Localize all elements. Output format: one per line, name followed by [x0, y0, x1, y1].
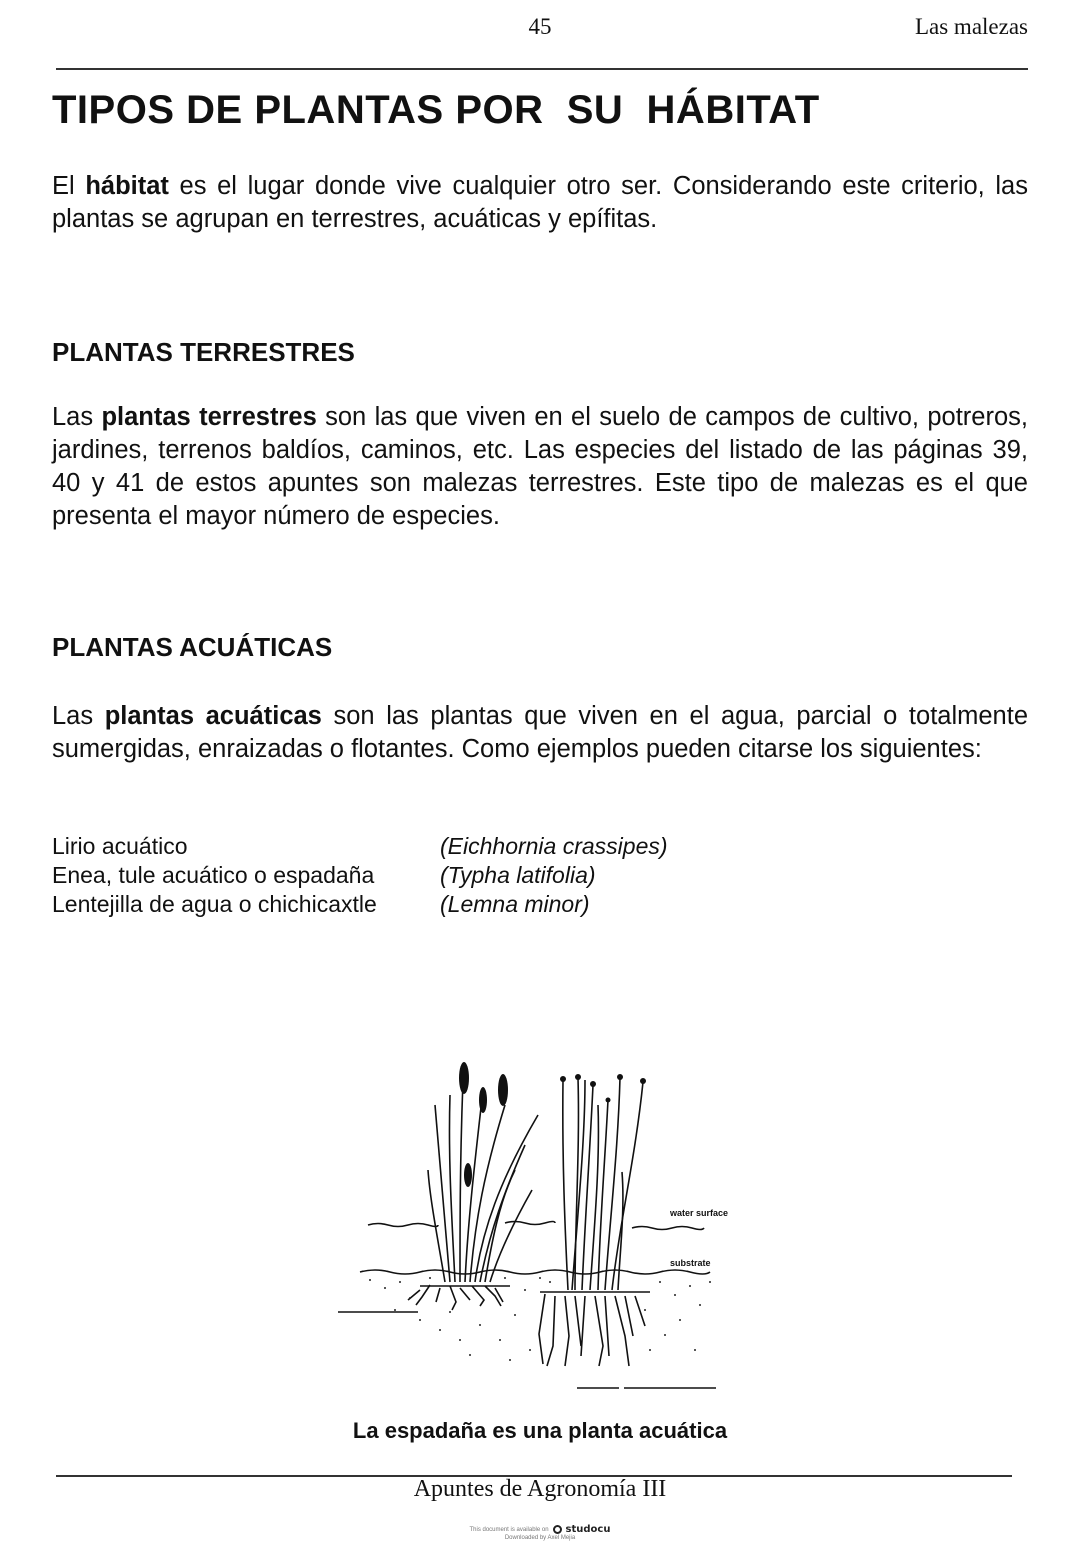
- figure-caption: La espadaña es una planta acuática: [352, 1418, 728, 1443]
- species-common-name: Lirio acuático: [52, 833, 188, 859]
- species-scientific-name: (Eichhornia crassipes): [440, 833, 668, 859]
- terrestres-text-end: son las que viven en el suelo de campos de cultivo, potreros, jardines, terrenos baldíos, caminos, etc. Las especies del listado de las páginas 39, 40 y 41 de estos apuntes son malezas terrestres. Este tipo de malezas es el que presenta el mayor número de especies.: [52, 403, 1028, 530]
- species-common-name: Enea, tule acuático o espadaña: [52, 862, 375, 888]
- terrestres-term: plantas terrestres: [101, 403, 317, 431]
- acuaticas-term: plantas acuáticas: [104, 702, 322, 730]
- section-heading-acuaticas: PLANTAS ACUÁTICAS: [52, 632, 333, 662]
- intro-term: hábitat: [85, 172, 169, 200]
- species-scientific-name: (Typha latifolia): [440, 862, 596, 888]
- terrestres-text-start: Las: [52, 403, 102, 431]
- watermark-row: [0, 1524, 1080, 1535]
- page-number: 45: [528, 14, 552, 39]
- acuaticas-paragraph: [52, 700, 1028, 766]
- intro-text-start: El: [52, 172, 86, 200]
- footer-title: Apuntes de Agronomía III: [413, 1476, 667, 1502]
- studocu-watermark: [0, 1524, 1080, 1541]
- species-row: [52, 861, 668, 890]
- species-common-name: Lentejilla de agua o chichicaxtle: [52, 891, 377, 917]
- watermark-brand[interactable]: studocu: [565, 1524, 611, 1535]
- acuaticas-text-start: Las: [52, 702, 105, 730]
- species-list: [52, 832, 668, 919]
- studocu-logo-icon: [553, 1525, 562, 1534]
- page-title: TIPOS DE PLANTAS POR SU HÁBITAT: [52, 88, 820, 132]
- species-row: [52, 890, 668, 919]
- intro-text-end: es el lugar donde vive cualquier otro ser. Considerando este criterio, las plantas se agrupan en terrestres, acuáticas y epífitas.: [52, 172, 1028, 233]
- water-surface-label: water surface: [670, 1208, 729, 1218]
- terrestres-paragraph: [52, 401, 1028, 533]
- species-row: [52, 832, 668, 861]
- watermark-available-text: This document is available on: [469, 1526, 549, 1533]
- acuaticas-text-end: son las plantas que viven en el agua, parcial o totalmente sumergidas, enraizadas o flotantes. Como ejemplos pueden citarse los siguientes:: [52, 702, 1029, 763]
- species-scientific-name: (Lemna minor): [440, 891, 590, 917]
- intro-paragraph: [52, 170, 1028, 236]
- cattail-illustration: [300, 1050, 780, 1400]
- running-head: Las malezas: [914, 14, 1028, 39]
- substrate-label: substrate: [670, 1258, 711, 1268]
- header-rule: [56, 68, 1028, 70]
- watermark-downloaded-text: Downloaded by Axel Mejia: [504, 1535, 576, 1541]
- section-heading-terrestres: PLANTAS TERRESTRES: [52, 337, 355, 367]
